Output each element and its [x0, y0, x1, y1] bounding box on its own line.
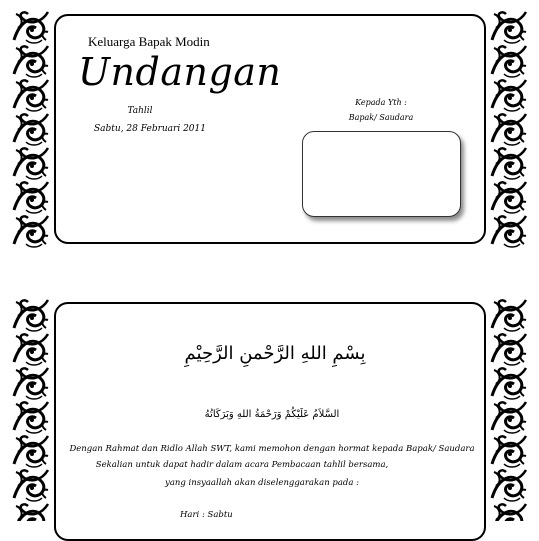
event-date: Sabtu, 28 Februari 2011: [94, 124, 206, 134]
letter-line-2: Sekalian untuk dapat hadir dalam acara Pembacaan tahlil bersama,: [95, 460, 389, 470]
ornament-border-left: [12, 10, 50, 248]
letter-line-3: yang insyaallah akan diselenggarakan pada :: [165, 478, 359, 488]
letter-line-1: Dengan Rahmat dan Ridlo Allah SWT, kami memohon dengan hormat kepada Bapak/ Saudara: [69, 444, 475, 454]
recipient-label: Kepada Yth :: [355, 98, 407, 107]
salam-calligraphy: [204, 397, 340, 425]
event-name: Tahlil: [127, 106, 153, 116]
ornament-border-right-2: [490, 298, 528, 521]
invitation-title: Undangan: [78, 50, 282, 94]
letter-day-line: Hari : Sabtu: [180, 510, 233, 520]
ornament-border-left-2: [12, 298, 50, 521]
bismillah-text: بِسْمِ اللهِ الرَّحْمنِ الرَّحِيْمِ: [184, 343, 366, 364]
bismillah-calligraphy: [184, 323, 366, 375]
family-name: Keluarga Bapak Modin: [88, 34, 210, 49]
address-box: [302, 131, 461, 217]
recipient-title: Bapak/ Saudara: [348, 113, 414, 122]
salam-text: السَّلاَمُ عَلَيْكُمْ وَرَحْمَةُ اللهِ وَبَرَكَاتُهُ: [204, 409, 340, 420]
ornament-border-right: [490, 10, 528, 248]
